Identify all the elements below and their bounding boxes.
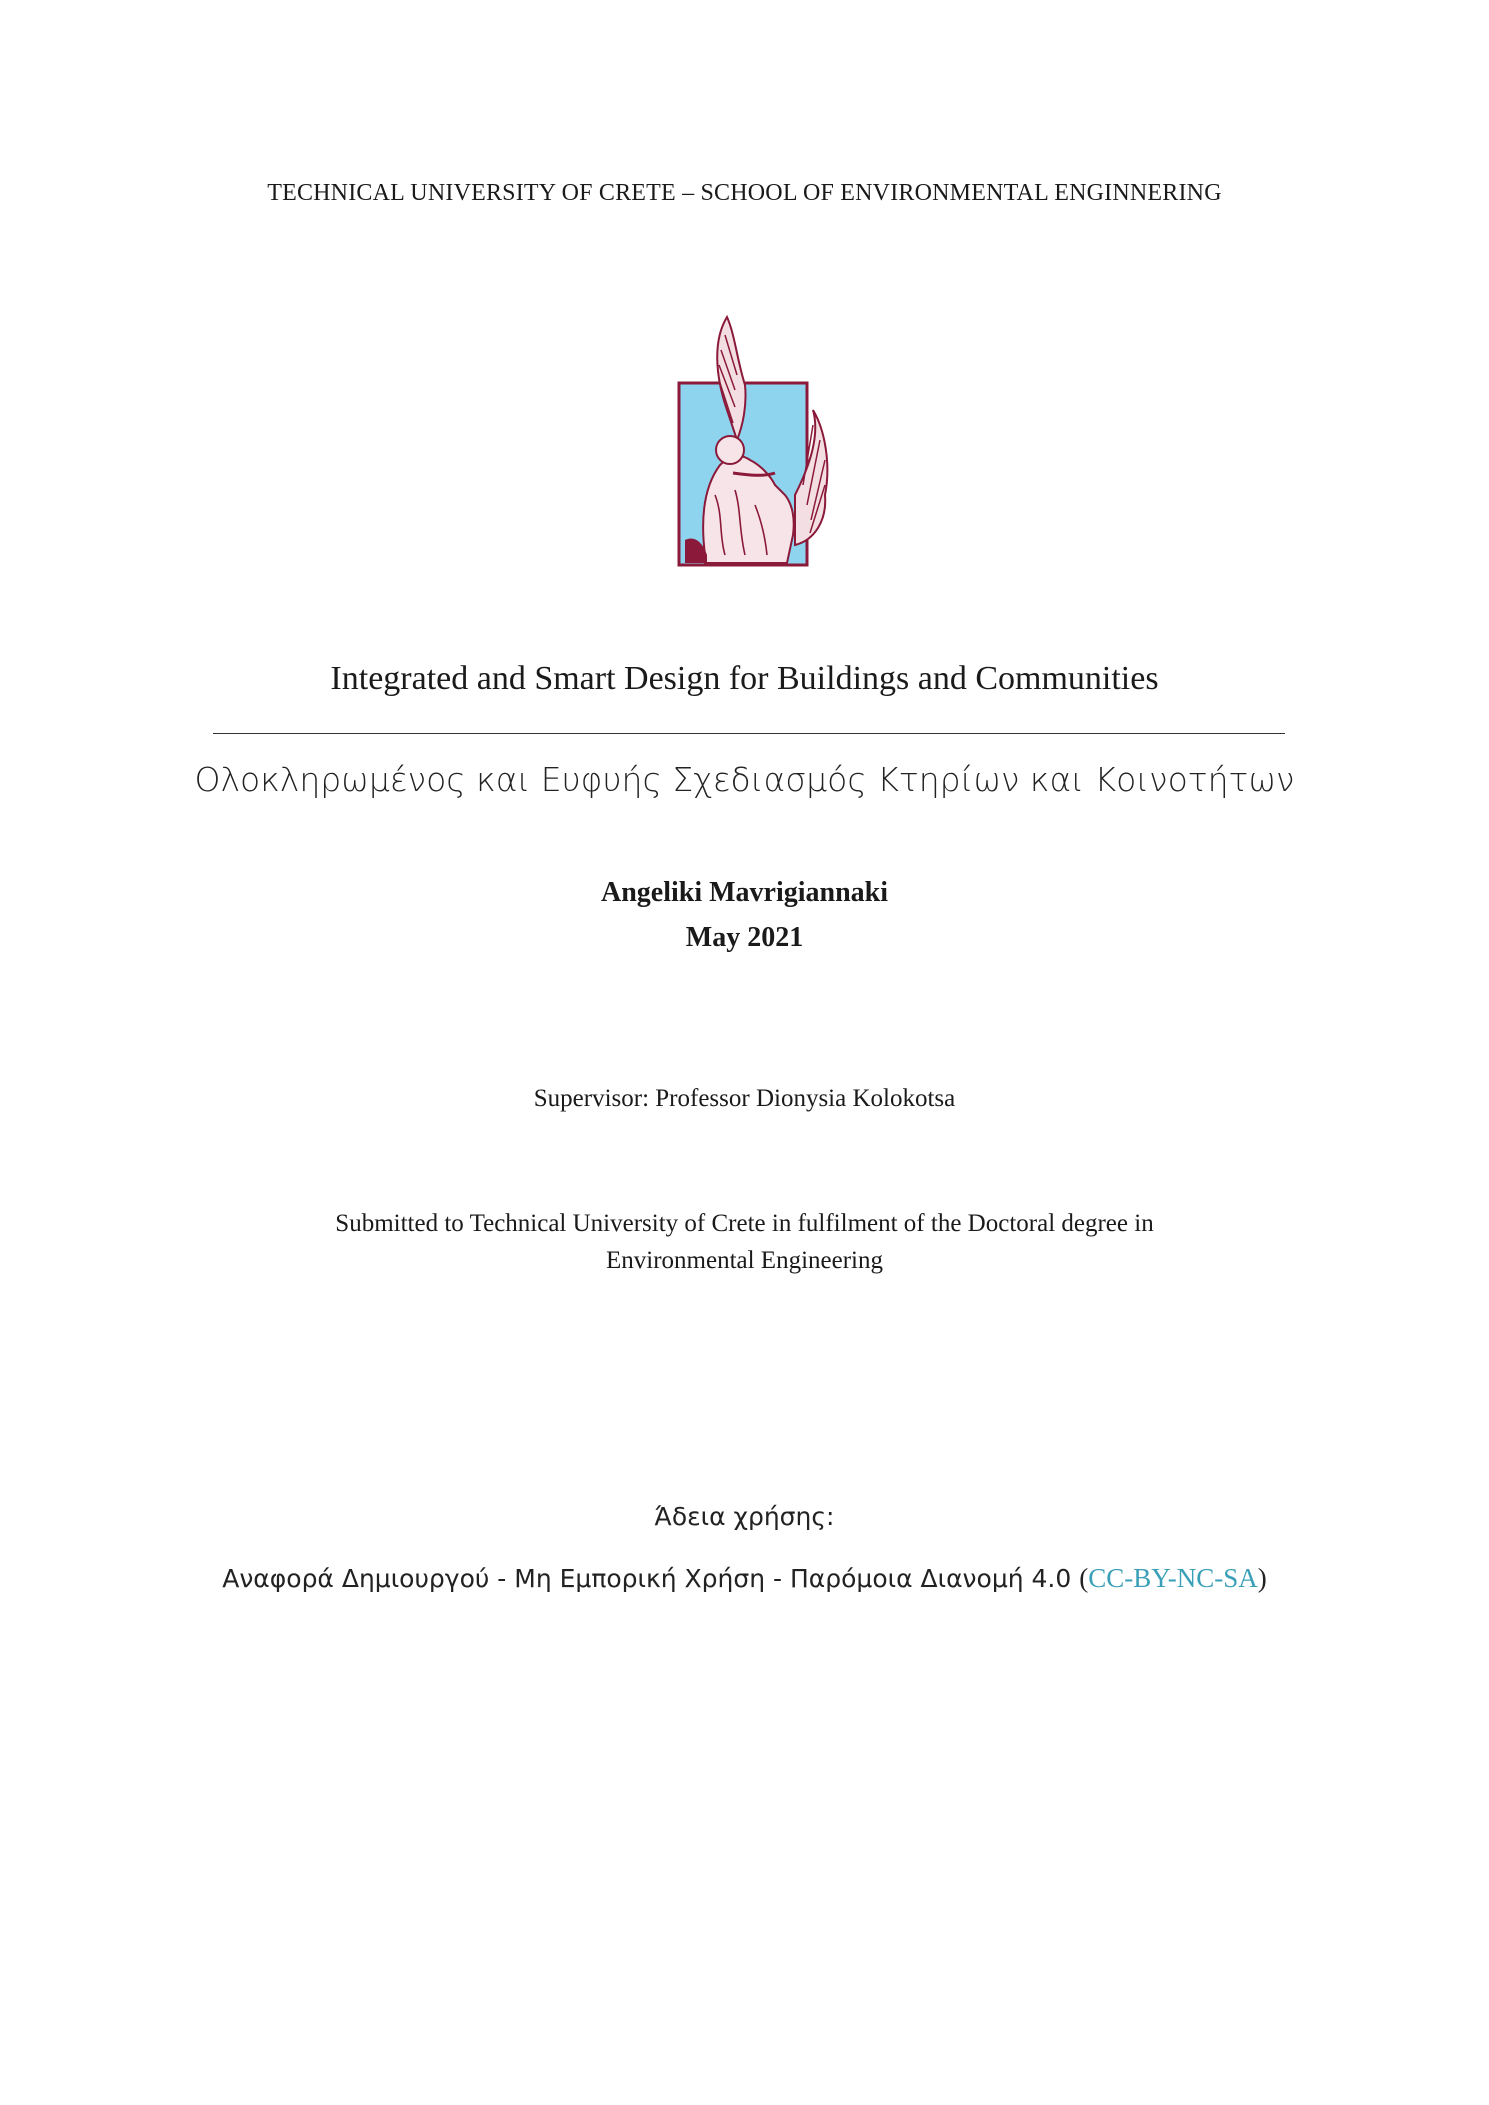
license-open-paren: ( xyxy=(1079,1563,1089,1593)
license-text: Αναφορά Δημιουργού - Μη Εμπορική Χρήση - Παρόμοια Διανομή 4.0 xyxy=(222,1564,1080,1593)
submission-statement-line-1: Submitted to Technical University of Crete in fulfilment of the Doctoral degree in xyxy=(335,1210,1154,1237)
license-link[interactable]: CC-BY-NC-SA xyxy=(1088,1563,1258,1593)
thesis-title-english: Integrated and Smart Design for Buildings and Communities xyxy=(330,660,1159,697)
submission-statement-line-2: Environmental Engineering xyxy=(605,1247,883,1274)
thesis-title-greek: Ολοκληρωμένος και Ευφυής Σχεδιασμός Κτηρίων και Κοινοτήτων xyxy=(194,760,1295,799)
institution-header: TECHNICAL UNIVERSITY OF CRETE – SCHOOL OF ENVIRONMENTAL ENGINNERING xyxy=(267,180,1222,206)
license-close-paren: ) xyxy=(1257,1563,1267,1593)
submission-date: May 2021 xyxy=(685,922,804,953)
supervisor-line: Supervisor: Professor Dionysia Kolokotsa xyxy=(533,1085,956,1112)
title-divider xyxy=(213,733,1285,734)
license-label: Άδεια χρήσης: xyxy=(654,1502,835,1531)
license-statement xyxy=(0,1563,1489,1594)
university-emblem-icon xyxy=(675,315,835,575)
author-name: Angeliki Mavrigiannaki xyxy=(600,877,889,908)
